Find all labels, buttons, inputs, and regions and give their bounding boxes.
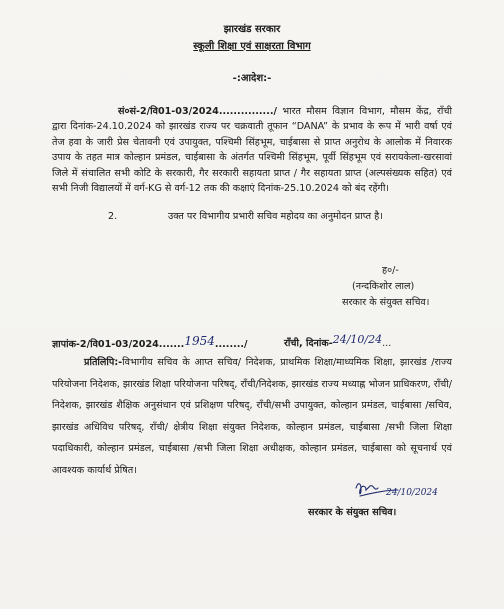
copy-to-paragraph xyxy=(52,352,452,481)
signatory-designation: सरकार के संयुक्त सचिव। xyxy=(342,297,430,308)
order-title: -:आदेश:- xyxy=(232,73,272,84)
order-paragraph-2-text: उक्त पर विभागीय प्रभारी सचिव महोदय का अनुमोदन प्राप्त है। xyxy=(168,210,383,222)
memo-line xyxy=(52,333,452,350)
signature-block-1 xyxy=(302,263,452,311)
memo-place-date xyxy=(284,333,392,349)
memo-place-date-label: राँची, दिनांक- xyxy=(284,338,333,349)
order-paragraph-1 xyxy=(52,104,452,197)
order-reference-number: सं०सं-2/वि01-03/2024.............../ xyxy=(118,105,277,117)
copy-to-label: प्रतिलिपि:- xyxy=(84,357,123,368)
memo-date-suffix: ... xyxy=(382,338,392,349)
order-document xyxy=(52,22,452,224)
memo-reference-prefix: ज्ञापांक-2/वि01-03/2024....... xyxy=(52,339,185,350)
government-header: झारखंड सरकार xyxy=(223,24,281,35)
memo-handwritten-date: 24/10/24 xyxy=(332,333,383,346)
order-paragraph-2 xyxy=(52,209,452,225)
signed-mark: ह०/- xyxy=(382,265,399,276)
paragraph-number: 2. xyxy=(108,210,118,222)
signatory-name: (नन्दकिशोर लाल) xyxy=(352,281,415,292)
signature-handwritten-date: 24/10/2024 xyxy=(386,488,438,498)
order-paragraph-1-text: भारत मौसम विज्ञान विभाग, मौसम केंद्र, राँची द्वारा दिनांक-24.10.2024 को झारखंड राज्य पर चक्रवाती तूफान “DANA” के प्रभाव के रूप में भारी वर्षा एवं तेज हवा के जारी प्रेस चेतावनी एवं उपायुक्त, पश्चिमी सिंहभूम, चाईबासा से प्राप्त अनुरोध के आलोक में निवारक उपाय के तहत मात्र कोल्हान प्रमंडल, चाईबासा के अंतर्गत पश्चिमी सिंहभूम, पूर्वी सिंहभूम एवं सरायकेला-खरसावां जिले में संचालित सभी कोटि के सरकारी, गैर सरकारी सहायता प्राप्त / गैर सहायता प्राप्त (अल्पसंख्यक सहित) एवं सभी निजी विद्यालयों में वर्ग-KG से वर्ग-12 तक की कक्षाएं दिनांक-25.10.2024 को बंद रहेंगी। xyxy=(52,105,452,194)
department-header: स्कूली शिक्षा एवं साक्षरता विभाग xyxy=(193,40,311,52)
signature-block-2-designation: सरकार के संयुक्त सचिव। xyxy=(308,507,397,518)
memo-handwritten-number: 1954 xyxy=(184,334,215,348)
memo-reference-suffix: ......../ xyxy=(214,339,248,350)
copy-to-text: विभागीय सचिव के आप्त सचिव/ निदेशक, प्राथमिक शिक्षा/माध्यमिक शिक्षा, झारखंड /राज्य परियोजना निदेशक, झारखंड शिक्षा परियोजना परिषद्, राँची/निदेशक, झारखंड राज्य मध्याह्न भोजन प्राधिकरण, राँची/निदेशक, झारखंड शैक्षिक अनुसंधान एवं प्रशिक्षण परिषद्, राँची/सभी उपायुक्त, कोल्हान प्रमंडल, चाईबासा /सचिव, झारखंड अधिविध परिषद्, राँची/ क्षेत्रीय शिक्षा संयुक्त निदेशक, कोल्हान प्रमंडल, चाईबासा /सभी जिला शिक्षा पदाधिकारी, कोल्हान प्रमंडल, चाईबासा /सभी जिला शिक्षा अधीक्षक, कोल्हान प्रमंडल, चाईबासा को सूचनार्थ एवं आवश्यक कार्यार्थ प्रेषित। xyxy=(52,357,452,476)
